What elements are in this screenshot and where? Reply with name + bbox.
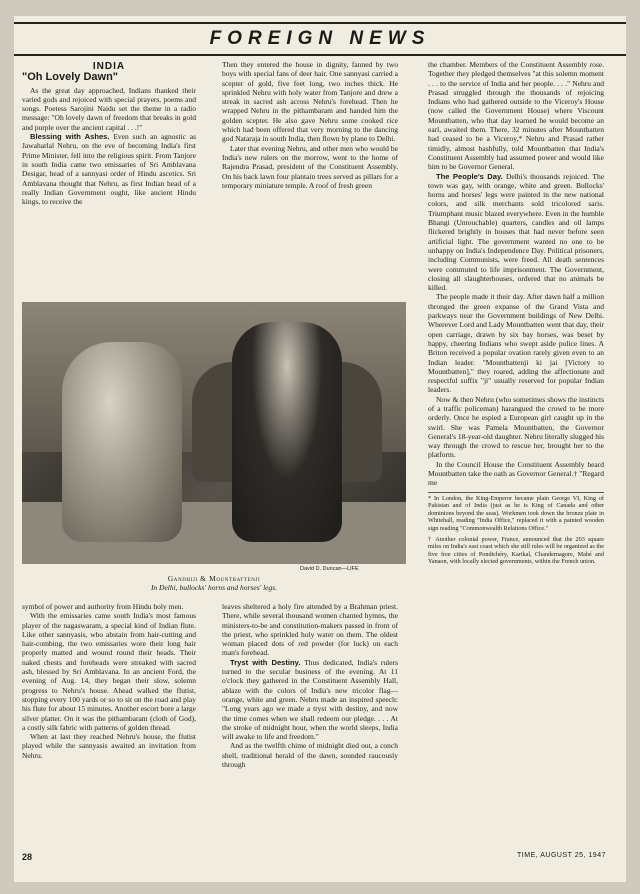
photo-caption <box>22 574 406 592</box>
column-1-lower <box>22 602 196 760</box>
paragraph: leaves sheltered a holy fire attended by a Brahman priest. There, while several thousand women chanted hymns, the ministers-to-be and constitution-makers passed in front of the priest, who sprinkled holy water on them. The oldest woman placed dots of red powder (for luck) on each man's forehead. <box>222 602 398 658</box>
intro-paragraph: As the great day approached, Indians thanked their varied gods and rejoiced with special prayers, poems and songs. Poetess Sarojini Naidu set the theme in a radio message: "Oh lovely dawn of freedom that breaks in gold and purple over the ancient capital . . .!" <box>22 85 196 132</box>
photo-credit: David D. Duncan—LIFE <box>300 566 359 572</box>
section-banner: FOREIGN NEWS <box>14 22 626 56</box>
paragraph: The people made it their day. After dawn half a million thronged the green expanse of the Grand Vista and parkways near the Government buildings of New Delhi. Wherever Lord and Lady Mountbatten went that day, their open carriage, drawn by six bay horses, was beset by happy, cheering Indians who swept aside police lines. A Briton received a popular ovation rarely given even to an Indian leader. "Mountbattenji ki jai [Victory to Mountbatten]," they roared, adding the affectionate and respectful suffix "ji" usually reserved for popular Indian leaders. <box>428 292 604 395</box>
issue-line: TIME, AUGUST 25, 1947 <box>517 852 606 859</box>
footnote-2: † Another colonial power, France, announced that the 203 square miles on India's east coast which she still rules will be organized as the five free cities of Pondichéry, Karikal, Chandernagore, Mahé and Yanaon, with locally elected governments, within the French union. <box>428 535 604 566</box>
paragraph-text: Delhi's thousands rejoiced. The town was gay, with orange, white and green. Bullocks' horns and horses' legs were painted in the new national colors, and silk merchants sold tricolored saris. Triumphant music blazed everywhere. Even in the humble Bhangi (Untouchable) quarters, candles and oil lamps flickered brightly in houses that had never before seen artificial light. The government wanted no one to be unhappy on India's Independence Day. Political prisoners, including Communists, were freed. All death sentences were commuted to life imprisonment. The Government, closing all slaughterhouses, ordered that no animals be killed. <box>428 171 605 293</box>
paragraph: In the Council House the Constituent Assembly heard Mountbatten take the oath as Governor General.† "Regard me <box>428 459 604 488</box>
column-2 <box>222 60 398 190</box>
footnote-1: * In London, the King-Emperor became plain George VI, King of Pakistan and of India (just as he is King of Canada and other dominions beyond the seas). Workmen took down the bronze plate in Whitehall, reading "India Office," replaced it with a painted wooden sign reading "Commonwealth Relations Office." <box>428 494 604 533</box>
subhead: Tryst with Destiny. <box>230 657 301 667</box>
paragraph: Now & then Nehru (who sometimes shows the instincts of a traffic policeman) harangued the crowd to be more orderly. Once he espied a European girl caught up in the swirl. She was Pamela Mountbatten, the Governor General's 18-year-old daughter. Nehru literally slugged his way through the crowd to rescue her, brought her to the platform. <box>428 394 604 460</box>
paragraph: With the emissaries came south India's most famous player of the nagaswaram, a special kind of Indian flute. Like other sannyasis, who abstain from hair-cutting and hair-combing, the two emissaries wore their long hair properly matted and wound round their heads. Their naked chests and foreheads were streaked with sacred ash, blessed by Sri Amblavana. In an ancient Ford, the evening of Aug. 14, they began their slow, solemn progress to Nehru's house. Ahead walked the flutist, stopping every 100 yards or so to sit on the road and play his flute for about 15 minutes. Another escort bore a large silver platter. On it was the pithambaram (cloth of God), a costly silk fabric with patterns of golden thread. <box>22 611 196 732</box>
paragraph-text: Thus dedicated, India's rulers turned to the secular business of the evening. At 11 o'clock they gathered in the Constituent Assembly Hall, ablaze with the colors of India's new tricolor flag—orange, white and green. Nehru made an inspired speech: "Long years ago we made a tryst with destiny, and now the time comes when we shall redeem our pledge. . . . At the stroke of midnight hour, when the world sleeps, India will awake to life and freedom." <box>222 657 398 742</box>
column-2-lower <box>222 602 398 769</box>
caption-description: In Delhi, bullocks' horns and horses' legs. <box>150 583 278 592</box>
photo-figure-gandhi <box>62 342 182 542</box>
paragraph <box>22 132 196 206</box>
column-1 <box>22 60 196 206</box>
section-label: INDIA <box>92 61 126 72</box>
paragraph <box>222 658 398 742</box>
paragraph: When at last they reached Nehru's house, the flutist played while the sannyasis awaited an invitation from Nehru. <box>22 732 196 760</box>
paragraph: Later that evening Nehru, and other men who would be India's new rulers on the morrow, went to the home of Rajendra Prasad, president of the Constituent Assembly. On his back lawn four plantain trees served as pillars for a temporary miniature temple. A roof of fresh green <box>222 143 398 190</box>
footnote <box>428 492 604 566</box>
paragraph <box>428 172 604 293</box>
paragraph: symbol of power and authority from Hindu holy men. <box>22 602 184 611</box>
paragraph: the chamber. Members of the Constituent Assembly rose. Together they pledged themselves "at this solemn moment . . . to the service of India and her people. . . ." Nehru and Prasad struggled through the thousands of rejoicing Indians who had gathered outside to the Viceroy's House (now called the Government House) where Viscount Mountbatten, who that day learned he would become an earl, awaited them. There, 32 minutes after Mountbatten had ceased to be a Viceroy,* Nehru and Prasad rather timidly, almost bashfully, told Mountbatten that India's Constituent Assembly had assumed power and would like him to be Governor General. <box>428 60 604 172</box>
caption-names: Gandhiji & Mountbattenji <box>167 574 261 583</box>
paragraph: And as the twelfth chime of midnight died out, a conch shell, traditional herald of the dawn, sounded raucously through <box>222 741 398 770</box>
article-headline: "Oh Lovely Dawn" <box>22 71 119 84</box>
paragraph-text: Even such an agnostic as Jawaharlal Nehru, on the eve of becoming India's first Prime Minister, fell into the religious spirit. From Tanjore in south India came two emissaries of Sri Amblavana Desigar, head of a sannyasi order of Hindu ascetics. Sri Amblavana thought that Nehru, as first Indian head of a really Indian Government ought, like ancient Hindu kings, to receive the <box>22 132 196 207</box>
photo-figure-mountbatten <box>232 322 342 542</box>
paragraph: Then they entered the house in dignity, fanned by two boys with special fans of deer hair. One sannyasi carried a scepter of gold, five feet long, two inches thick. He sprinkled Nehru with holy water from Tanjore and drew a streak in sacred ash across Nehru's forehead. Then he wrapped Nehru in the pithambaram and handed him the golden scepter. He also gave Nehru some cooked rice which had been offered that very morning to the dancing god Nataraja in south India, then flown by plane to Delhi. <box>222 60 398 144</box>
article-photo <box>22 302 406 564</box>
column-3 <box>428 60 604 566</box>
subhead: Blessing with Ashes. <box>30 132 110 142</box>
subhead: The People's Day. <box>436 171 503 181</box>
page-number: 28 <box>22 852 33 862</box>
